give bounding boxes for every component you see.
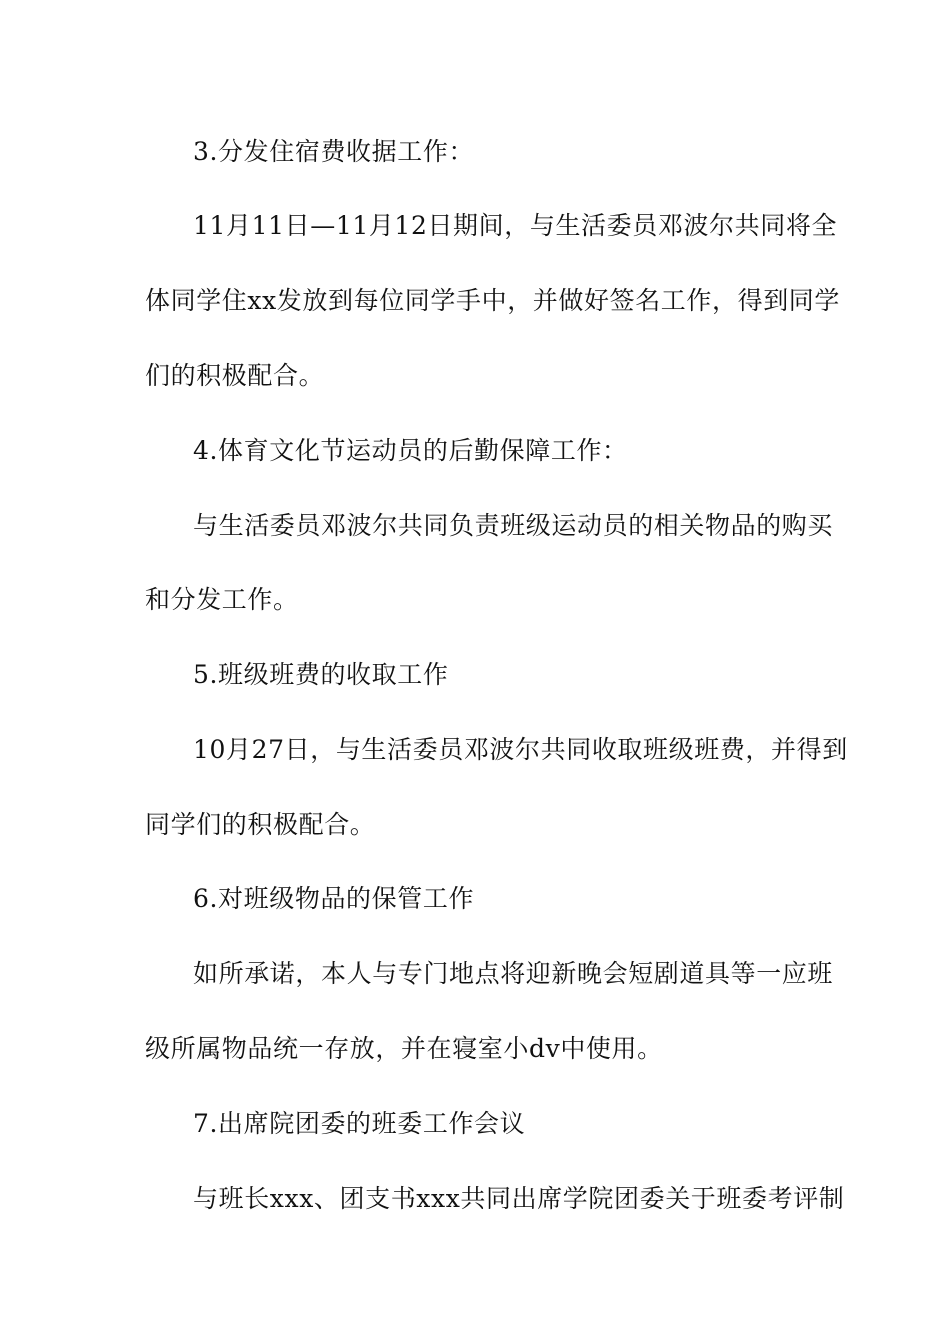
heading-item-7: 7.出席院团委的班委工作会议 [193, 1109, 526, 1138]
paragraph-line: 们的积极配合。 [145, 361, 325, 390]
paragraph-line: 11月11日—11月12日期间，与生活委员邓波尔共同将全 [193, 211, 838, 240]
heading-item-4: 4.体育文化节运动员的后勤保障工作： [193, 436, 628, 465]
heading-item-3: 3.分发住宿费收据工作： [193, 137, 475, 166]
paragraph-line: 体同学住xx发放到每位同学手中，并做好签名工作，得到同学 [145, 286, 841, 315]
paragraph-line: 10月27日，与生活委员邓波尔共同收取班级班费，并得到 [193, 735, 848, 764]
paragraph-line: 与班长xxx、团支书xxx共同出席学院团委关于班委考评制 [193, 1184, 845, 1213]
paragraph-line: 如所承诺，本人与专门地点将迎新晚会短剧道具等一应班 [193, 959, 834, 988]
heading-item-5: 5.班级班费的收取工作 [193, 660, 449, 689]
paragraph-line: 级所属物品统一存放，并在寝室小dv中使用。 [145, 1034, 663, 1063]
paragraph-line: 同学们的积极配合。 [145, 810, 376, 839]
paragraph-line: 与生活委员邓波尔共同负责班级运动员的相关物品的购买 [193, 511, 834, 540]
heading-item-6: 6.对班级物品的保管工作 [193, 884, 475, 913]
paragraph-line: 和分发工作。 [145, 585, 299, 614]
